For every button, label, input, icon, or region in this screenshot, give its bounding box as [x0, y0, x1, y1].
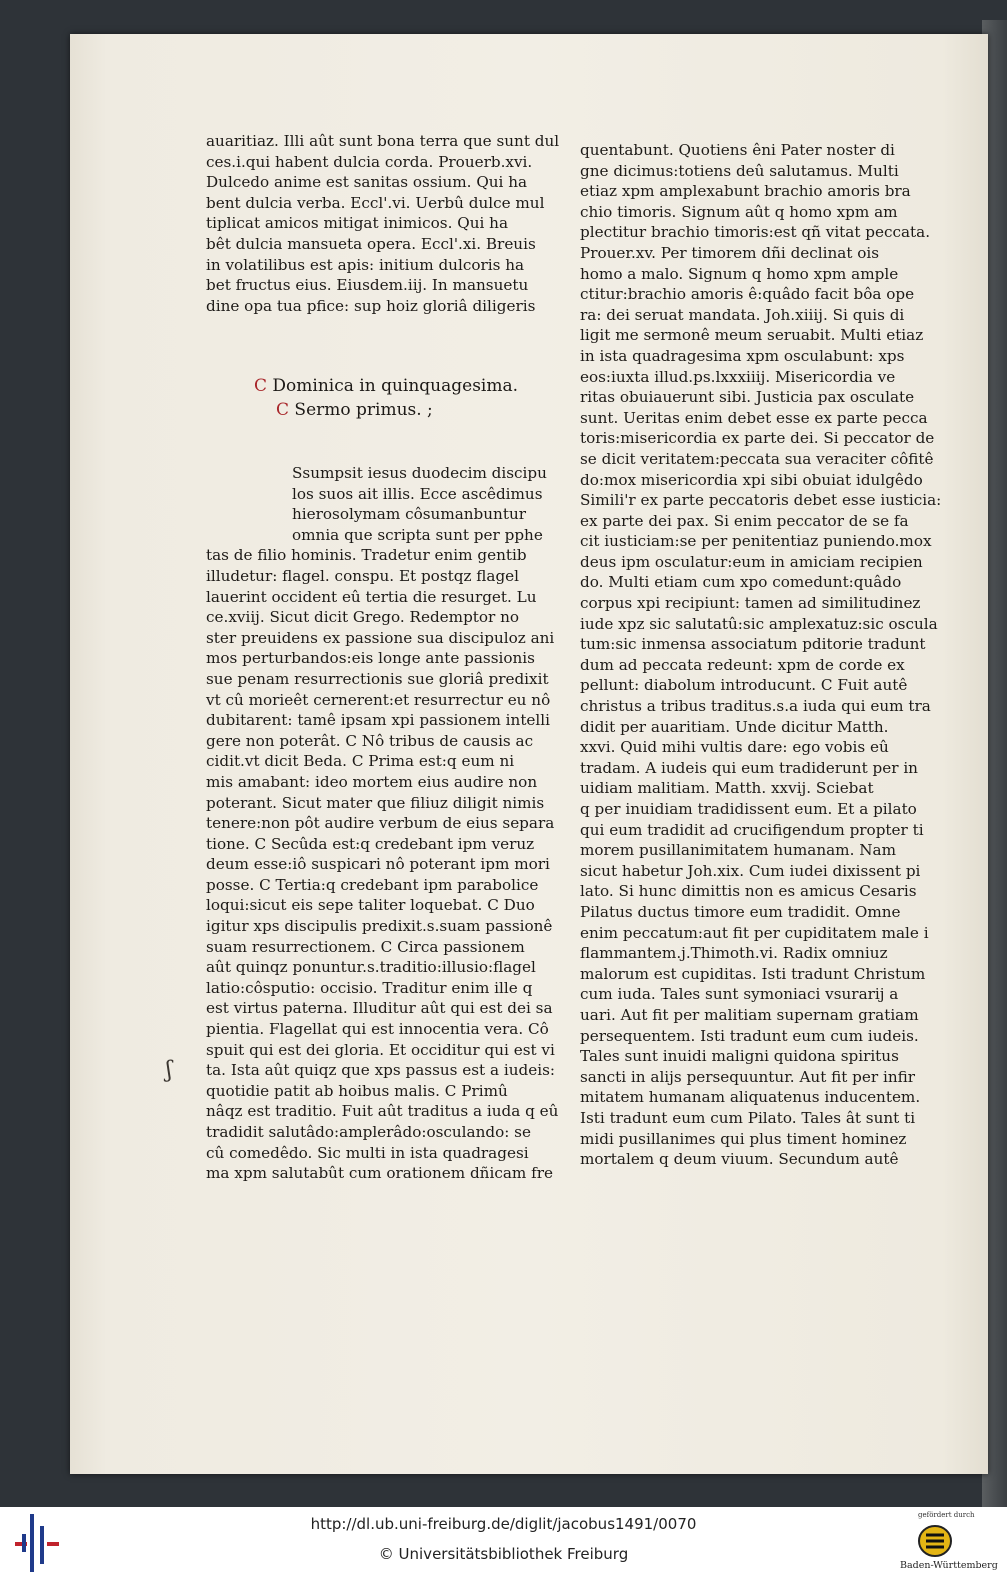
left-column-top: [206, 131, 559, 316]
text-line: aût quinqz ponuntur.s.traditio:illusio:flagel: [206, 958, 536, 977]
text-line: spuit qui est dei gloria. Et occiditur qui est vi: [206, 1040, 555, 1059]
section-heading: [254, 376, 518, 396]
text-line: loqui:sicut eis sepe taliter loquebat. C Duo: [206, 896, 535, 915]
text-line: tione. C Secûda est:q credebant ipm veruz: [206, 834, 535, 853]
text-line: corpus xpi recipiunt: tamen ad similitudinez: [580, 594, 921, 613]
text-line: ma xpm salutabût cum orationem dñicam fre: [206, 1164, 553, 1183]
text-line: do:mox misericordia xpi sibi obuiat idulgêdo: [580, 470, 923, 489]
text-line: etiaz xpm amplexabunt brachio amoris bra: [580, 182, 911, 201]
text-line: tenere:non pôt audire verbum de eius separa: [206, 814, 555, 833]
text-line: ritas obuiauerunt sibi. Justicia pax osculate: [580, 388, 915, 407]
text-line: morem pusillanimitatem humanam. Nam: [580, 841, 896, 860]
text-line: poterant. Sicut mater que filiuz diligit nimis: [206, 793, 545, 812]
text-line: quentabunt. Quotiens êni Pater noster di: [580, 141, 895, 159]
left-column-bottom: [206, 463, 558, 1184]
text-line: Prouer.xv. Per timorem dñi declinat ois: [580, 243, 880, 262]
sponsor-name: Baden-Württemberg: [900, 1560, 998, 1571]
text-line: vt cû morieêt cernerent:et resurrectur eu nô: [206, 690, 551, 709]
text-line: ta. Ista aût quiqz que xps passus est a iudeis:: [206, 1061, 555, 1080]
text-line: homo a malo. Signum q homo xpm ample: [580, 264, 899, 283]
text-line: didit per auaritiam. Unde dicitur Matth.: [580, 717, 889, 736]
permalink-url[interactable]: http://dl.ub.uni-freiburg.de/diglit/jacobus1491/0070: [310, 1515, 697, 1533]
text-line: Ssumpsit iesus duodecim discipu: [292, 464, 547, 482]
text-line: mis amabant: ideo mortem eius audire non: [206, 772, 538, 791]
text-line: dubitarent: tamê ipsam xpi passionem intelli: [206, 711, 550, 730]
text-line: ligit me sermonê meum seruabit. Multi etiaz: [580, 326, 924, 345]
text-line: pientia. Flagellat qui est innocentia vera. Cô: [206, 1020, 549, 1039]
text-line: dine opa tua pfice: sup hoiz gloriâ diligeris: [206, 296, 536, 315]
text-line: toris:misericordia ex parte dei. Si peccator de: [580, 429, 935, 448]
sermon-heading: [276, 400, 433, 420]
text-line: hierosolymam côsumanbuntur: [292, 505, 526, 524]
text-line: bent dulcia verba. Eccl'.vi. Uerbû dulce mul: [206, 193, 545, 212]
text-line: Simili'r ex parte peccatoris debet esse iusticia:: [580, 491, 942, 510]
text-line: pellunt: diabolum introducunt. C Fuit autê: [580, 676, 908, 695]
rubric-mark: C: [276, 400, 290, 420]
text-line: nâqz est traditio. Fuit aût traditus a iuda q eû: [206, 1102, 559, 1121]
text-line: Tales sunt inuidi maligni quidona spiritus: [580, 1047, 899, 1066]
text-line: xxvi. Quid mihi vultis dare: ego vobis eû: [580, 738, 889, 757]
text-line: omnia que scripta sunt per pphe: [292, 525, 543, 544]
text-line: ster preuidens ex passione sua discipuloz ani: [206, 628, 555, 647]
text-line: ra: dei seruat mandata. Joh.xiiij. Si quis di: [580, 305, 905, 324]
text-line: bêt dulcia mansueta opera. Eccl'.xi. Breuis: [206, 234, 536, 253]
text-line: do. Multi etiam cum xpo comedunt:quâdo: [580, 573, 902, 592]
copyright-notice: © Universitätsbibliothek Freiburg: [378, 1545, 629, 1563]
text-line: sue penam resurrectionis sue gloriâ predixit: [206, 669, 549, 688]
text-line: lato. Si hunc dimittis non es amicus Cesaris: [580, 882, 917, 901]
text-line: los suos ait illis. Ecce ascêdimus: [292, 484, 543, 503]
text-line: tas de filio hominis. Tradetur enim gentib: [206, 546, 527, 565]
margin-annotation: ʃ: [166, 1058, 172, 1083]
text-line: ex parte dei pax. Si enim peccator de se fa: [580, 511, 909, 530]
text-line: suam resurrectionem. C Circa passionem: [206, 937, 525, 956]
text-line: tradam. A iudeis qui eum tradiderunt per in: [580, 758, 918, 777]
text-line: in volatilibus est apis: initium dulcoris ha: [206, 255, 525, 274]
text-line: gne dicimus:totiens deû salutamus. Multi: [580, 161, 899, 180]
text-line: persequentem. Isti tradunt eum cum iudeis.: [580, 1026, 919, 1045]
sponsor-label: gefördert durch: [918, 1511, 975, 1519]
text-line: dum ad peccata redeunt: xpm de corde ex: [580, 655, 905, 674]
text-line: ces.i.qui habent dulcia corda. Prouerb.xvi.: [206, 152, 533, 171]
text-line: plectitur brachio timoris:est qñ vitat peccata.: [580, 223, 931, 242]
text-line: Pilatus ductus timore eum tradidit. Omne: [580, 902, 901, 921]
right-column: [580, 140, 941, 1170]
text-line: Isti tradunt eum cum Pilato. Tales ât sunt ti: [580, 1108, 916, 1127]
text-line: in ista quadragesima xpm osculabunt: xps: [580, 346, 905, 365]
text-line: malorum est cupiditas. Isti tradunt Christum: [580, 964, 926, 983]
heading-text: Dominica in quinquagesima.: [272, 376, 519, 396]
rubric-mark: C: [254, 376, 268, 396]
text-line: q per inuidiam tradidissent eum. Et a pilato: [580, 800, 917, 818]
text-line: mos perturbandos:eis longe ante passionis: [206, 649, 535, 668]
text-line: bet fructus eius. Eiusdem.iij. In mansuetu: [206, 276, 529, 295]
text-line: illudetur: flagel. conspu. Et postqz flagel: [206, 566, 520, 585]
text-line: cit iusticiam:se per penitentiaz puniendo.mox: [580, 532, 932, 551]
text-line: latio:côsputio: occisio. Traditur enim ille q: [206, 978, 533, 997]
text-line: sancti in alijs persequuntur. Aut fit per infir: [580, 1067, 916, 1086]
text-line: cidit.vt dicit Beda. C Prima est:q eum ni: [206, 752, 515, 771]
text-line: uari. Aut fit per malitiam supernam gratiam: [580, 1005, 919, 1024]
text-line: iude xpz sic salutatû:sic amplexatuz:sic oscula: [580, 614, 938, 633]
text-line: mortalem q deum viuum. Secundum autê: [580, 1150, 899, 1169]
text-line: christus a tribus traditus.s.a iuda qui eum tra: [580, 697, 931, 716]
text-line: lauerint occident eû tertia die resurget. Lu: [206, 587, 537, 606]
text-line: sunt. Ueritas enim debet esse ex parte pecca: [580, 408, 928, 427]
text-line: uidiam malitiam. Matth. xxvij. Sciebat: [580, 779, 874, 798]
heading-text: Sermo primus. ;: [294, 400, 433, 420]
text-line: eos:iuxta illud.ps.lxxxiiij. Misericordia ve: [580, 367, 896, 386]
text-line: tum:sic inmensa associatum pditorie tradunt: [580, 635, 926, 654]
text-line: posse. C Tertia:q credebant ipm parabolice: [206, 875, 539, 894]
text-line: deus ipm osculatur:eum in amiciam recipien: [580, 552, 923, 571]
text-line: tradidit salutâdo:amplerâdo:osculando: se: [206, 1123, 531, 1141]
text-line: igitur xps discipulis predixit.s.suam passionê: [206, 917, 553, 936]
text-line: ctitur:brachio amoris ê:quâdo facit bôa ope: [580, 285, 915, 304]
text-line: mitatem humanam aliquatenus inducentem.: [580, 1088, 921, 1107]
text-line: ce.xviij. Sicut dicit Grego. Redemptor no: [206, 608, 520, 627]
text-line: auaritiaz. Illi aût sunt bona terra que sunt dul: [206, 132, 560, 150]
text-line: flammantem.j.Thimoth.vi. Radix omniuz: [580, 944, 888, 963]
text-line: quotidie patit ab hoibus malis. C Primû: [206, 1081, 508, 1100]
text-line: cum iuda. Tales sunt symoniaci vsurarij a: [580, 985, 899, 1004]
text-line: deum esse:iô suspicari nô poterant ipm mori: [206, 855, 550, 874]
text-line: est virtus paterna. Illuditur aût qui est dei sa: [206, 999, 553, 1018]
state-seal-icon: [917, 1523, 953, 1559]
text-line: midi pusillanimes qui plus timent hominez: [580, 1129, 907, 1148]
text-line: qui eum tradidit ad crucifigendum propter ti: [580, 820, 924, 839]
text-line: chio timoris. Signum aût q homo xpm am: [580, 202, 898, 221]
text-line: enim peccatum:aut fit per cupiditatem male i: [580, 923, 929, 942]
text-line: se dicit veritatem:peccata sua veraciter côfitê: [580, 449, 934, 468]
text-line: tiplicat amicos mitigat inimicos. Qui ha: [206, 214, 509, 233]
text-line: Dulcedo anime est sanitas ossium. Qui ha: [206, 173, 528, 192]
text-line: gere non poterât. C Nô tribus de causis ac: [206, 731, 534, 750]
text-line: cû comedêdo. Sic multi in ista quadragesi: [206, 1143, 529, 1162]
text-line: sicut habetur Joh.xix. Cum iudei dixissent pi: [580, 861, 921, 880]
